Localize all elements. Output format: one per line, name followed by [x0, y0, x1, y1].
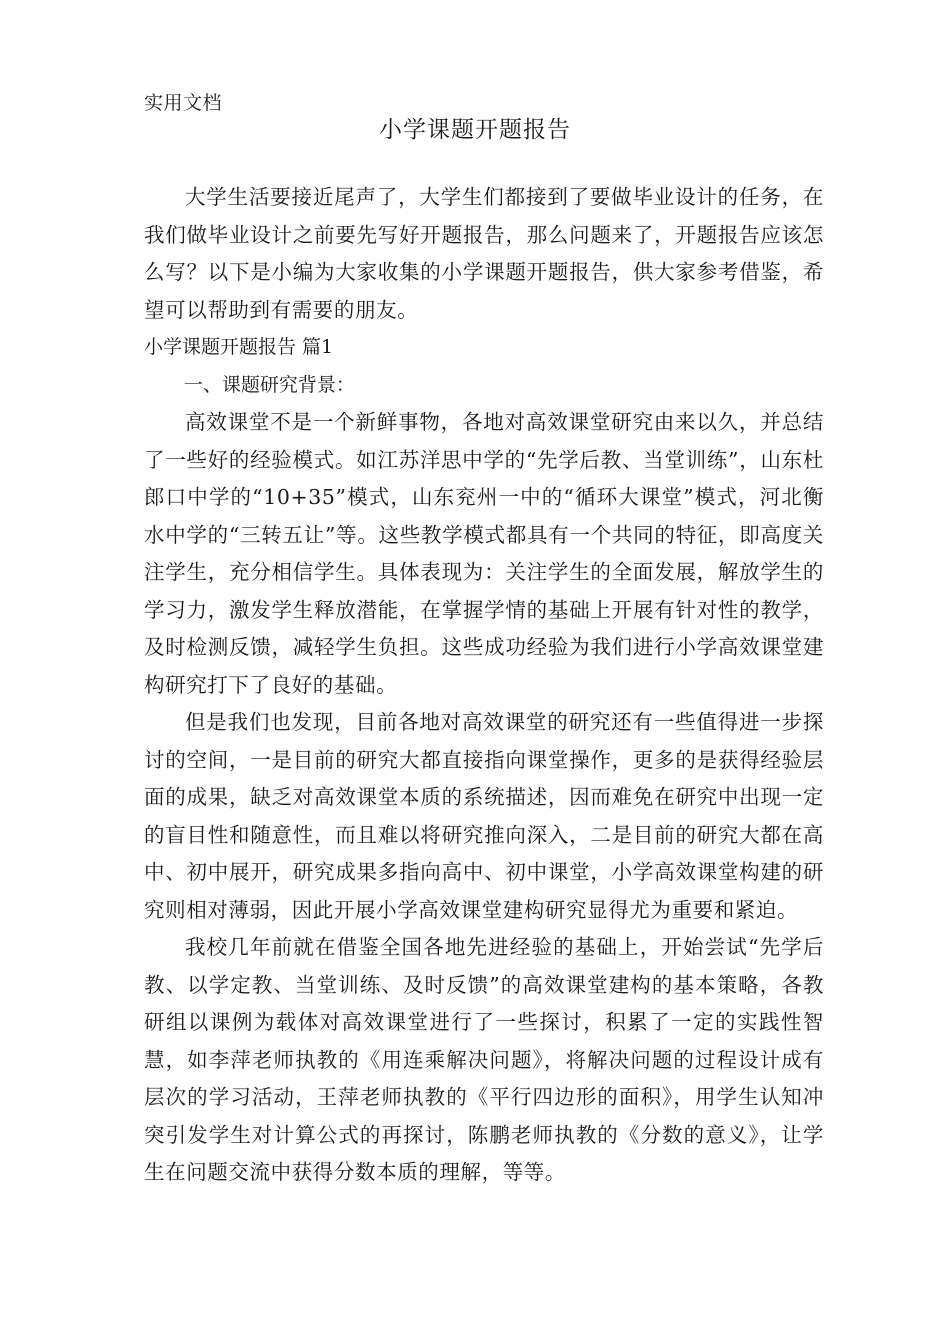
- document-title: 小学课题开题报告: [379, 117, 571, 143]
- page-header-label: 实用文档: [144, 92, 223, 114]
- intro-paragraph: 大学生活要接近尾声了，大学生们都接到了要做毕业设计的任务，在我们做毕业设计之前要先写好开题报告，那么问题来了，开题报告应该怎么写？以下是小编为大家收集的小学课题开题报告，供大家参考借鉴，希望可以帮助到有需要的朋友。: [144, 185, 824, 322]
- document-body: [144, 179, 824, 1192]
- section-title: 小学课题开题报告 篇1: [144, 336, 334, 358]
- body-paragraph: 高效课堂不是一个新鲜事物，各地对高效课堂研究由来以久，并总结了一些好的经验模式。如江苏洋思中学的“先学后教、当堂训练”，山东杜郎口中学的“10+35”模式，山东兖州一中的“循环大课堂”模式，河北衡水中学的“三转五让”等。这些教学模式都具有一个共同的特征，即高度关注学生，充分相信学生。具体表现为：关注学生的全面发展，解放学生的学习力，激发学生释放潜能，在掌握学情的基础上开展有针对性的教学，及时检测反馈，减轻学生负担。这些成功经验为我们进行小学高效课堂建构研究打下了良好的基础。: [144, 410, 824, 697]
- body-paragraph: 但是我们也发现，目前各地对高效课堂的研究还有一些值得进一步探讨的空间，一是目前的研究大都直接指向课堂操作，更多的是获得经验层面的成果，缺乏对高效课堂本质的系统描述，因而难免在研究中出现一定的盲目性和随意性，而且难以将研究推向深入，二是目前的研究大都在高中、初中展开，研究成果多指向高中、初中课堂，小学高效课堂构建的研究则相对薄弱，因此开展小学高效课堂建构研究显得尤为重要和紧迫。: [144, 710, 824, 922]
- subsection-title: 一、课题研究背景：: [183, 373, 355, 396]
- body-paragraph: 我校几年前就在借鉴全国各地先进经验的基础上，开始尝试“先学后教、以学定教、当堂训练、及时反馈”的高效课堂建构的基本策略，各教研组以课例为载体对高效课堂进行了一些探讨，积累了一定的实践性智慧，如李萍老师执教的《用连乘解决问题》，将解决问题的过程设计成有层次的学习活动，王萍老师执教的《平行四边形的面积》，用学生认知冲突引发学生对计算公式的再探讨，陈鹏老师执教的《分数的意义》，让学生在问题交流中获得分数本质的理解，等等。: [144, 935, 824, 1184]
